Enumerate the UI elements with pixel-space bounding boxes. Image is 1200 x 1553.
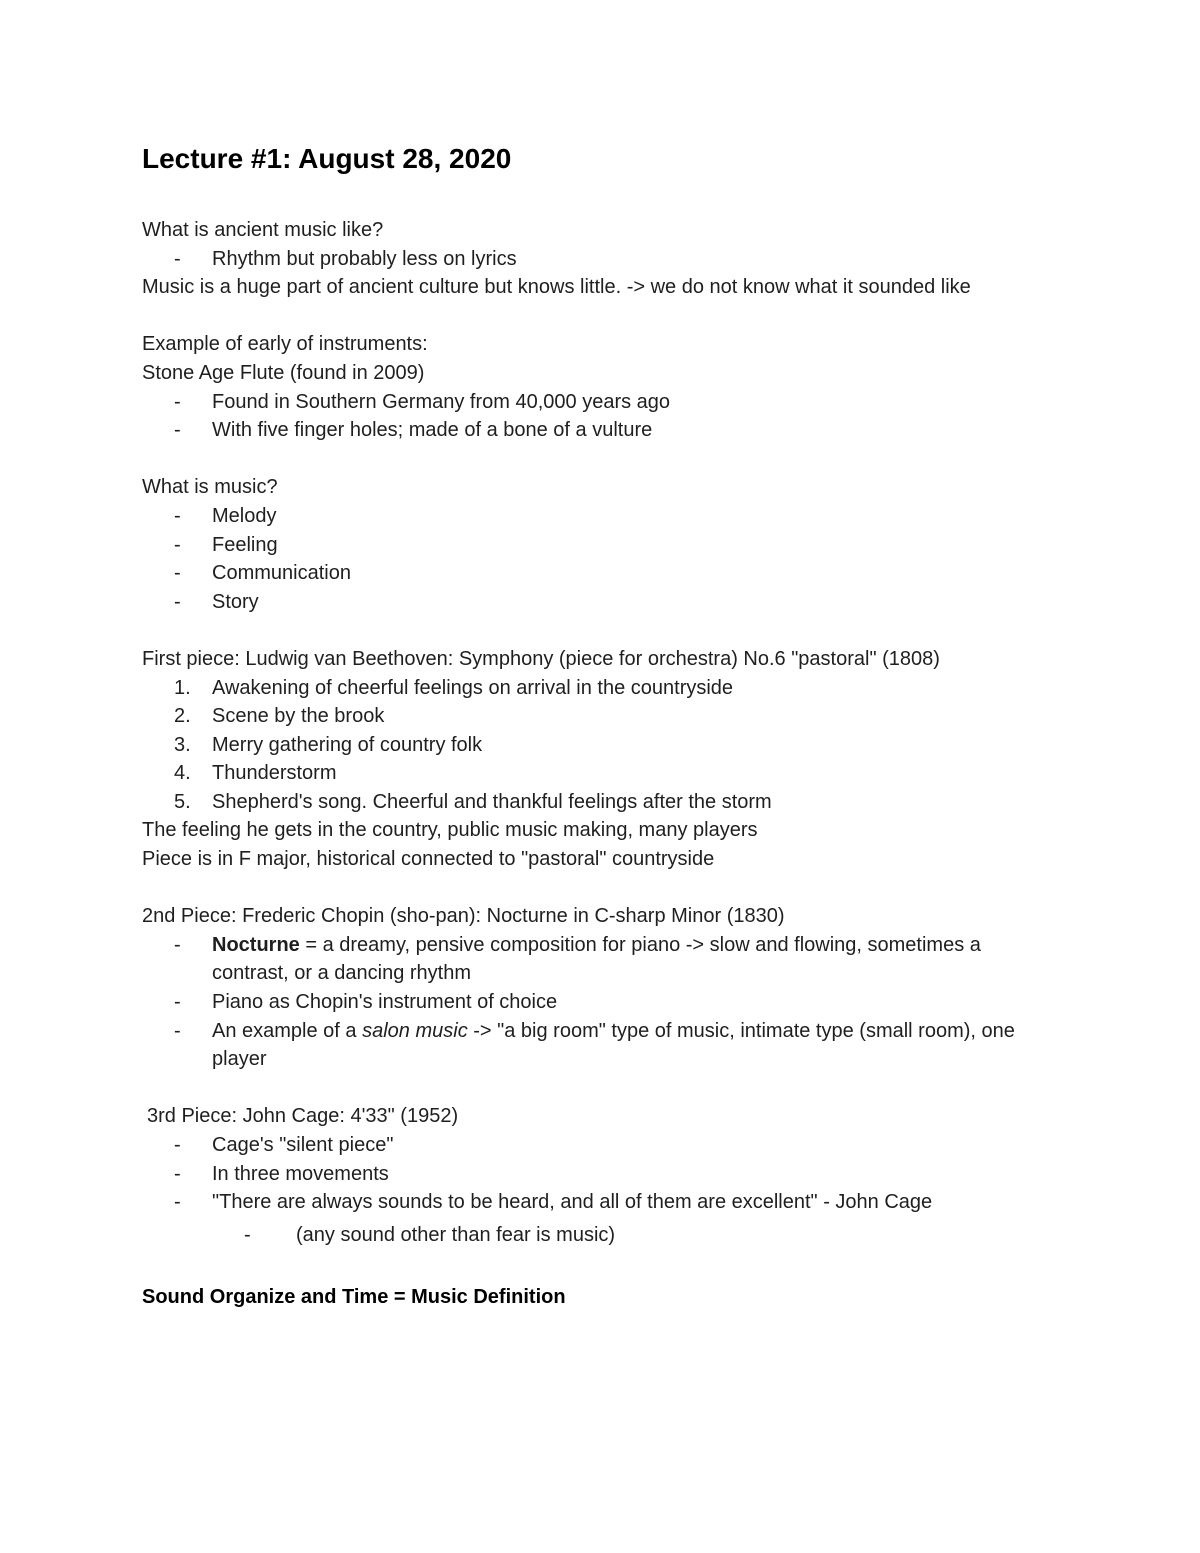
item-number: 3. xyxy=(174,733,191,756)
numbered-item-text: Scene by the brook xyxy=(212,705,385,728)
nocturne-definition: = a dreamy, pensive composition for piano -> slow and flowing, sometimes a contrast, or a dancing rhythm xyxy=(212,933,981,985)
list-item xyxy=(142,931,1062,988)
list-item-text: Cage's "silent piece" xyxy=(212,1134,394,1156)
list-item xyxy=(142,588,1062,617)
list-item xyxy=(142,1188,1062,1217)
bullet-dash: - xyxy=(244,1223,251,1246)
list-item xyxy=(142,245,1062,274)
list-item-text: Melody xyxy=(212,504,277,527)
bullet-dash: - xyxy=(174,1019,181,1042)
list-item xyxy=(142,1131,1062,1160)
section-heading-second-piece: 2nd Piece: Frederic Chopin (sho-pan): Nocturne in C-sharp Minor (1830) xyxy=(142,905,785,928)
list-item-text: Communication xyxy=(212,562,351,585)
body-line: Piece is in F major, historical connected to "pastoral" countryside xyxy=(142,848,715,871)
item-number: 2. xyxy=(174,705,191,728)
list-item-text: With five finger holes; made of a bone of a vulture xyxy=(212,419,653,442)
bullet-dash: - xyxy=(174,247,181,270)
numbered-item-text: Thunderstorm xyxy=(212,762,337,785)
bullet-dash: - xyxy=(174,1162,181,1185)
bullet-dash: - xyxy=(174,1134,181,1156)
sub-list-item xyxy=(142,1221,1062,1250)
item-number: 4. xyxy=(174,762,191,785)
section-heading-instruments: Example of early of instruments: xyxy=(142,333,428,356)
list-item-text: Found in Southern Germany from 40,000 years ago xyxy=(212,390,671,413)
list-item-text xyxy=(212,931,1062,988)
item-number: 1. xyxy=(174,676,191,699)
list-item xyxy=(142,988,1062,1017)
section-heading-first-piece: First piece: Ludwig van Beethoven: Symphony (piece for orchestra) No.6 "pastoral" (1808) xyxy=(142,647,940,670)
term-salon-music: salon music xyxy=(362,1019,468,1042)
list-item-text: Rhythm but probably less on lyrics xyxy=(212,247,517,270)
item-number: 5. xyxy=(174,790,191,813)
numbered-item xyxy=(142,788,1062,817)
bullet-dash: - xyxy=(174,1191,181,1214)
spacer xyxy=(142,302,1062,331)
list-item xyxy=(142,388,1062,417)
numbered-item-text: Merry gathering of country folk xyxy=(212,733,483,756)
bullet-dash: - xyxy=(174,590,181,613)
list-item xyxy=(142,1017,1062,1074)
bullet-dash: - xyxy=(174,991,181,1014)
numbered-item xyxy=(142,674,1062,703)
document-page xyxy=(142,142,1062,1312)
list-item-text xyxy=(212,1017,1062,1074)
bullet-dash: - xyxy=(174,390,181,413)
question-ancient-music: What is ancient music like? xyxy=(142,219,384,241)
list-item xyxy=(142,1160,1062,1189)
list-item xyxy=(142,416,1062,445)
question-what-is-music: What is music? xyxy=(142,476,278,499)
list-item xyxy=(142,502,1062,531)
text-fragment: -> "a big room" type of music, intimate type (small room), one player xyxy=(212,1019,1015,1071)
bullet-dash: - xyxy=(174,419,181,442)
list-item-text: Piano as Chopin's instrument of choice xyxy=(212,991,558,1014)
numbered-item xyxy=(142,702,1062,731)
numbered-item-text: Awakening of cheerful feelings on arrival in the countryside xyxy=(212,676,734,699)
list-item-text: In three movements xyxy=(212,1162,389,1185)
spacer xyxy=(142,616,1062,645)
body-line: Music is a huge part of ancient culture but knows little. -> we do not know what it sounded like xyxy=(142,276,971,299)
list-item xyxy=(142,531,1062,560)
spacer xyxy=(142,1074,1062,1103)
spacer xyxy=(142,445,1062,474)
numbered-item xyxy=(142,731,1062,760)
list-item-text: Story xyxy=(212,590,259,613)
sub-list-item-text: (any sound other than fear is music) xyxy=(296,1223,616,1246)
music-definition: Sound Organize and Time = Music Definition xyxy=(142,1286,566,1309)
text-fragment: An example of a xyxy=(212,1019,363,1042)
bullet-dash: - xyxy=(174,933,181,956)
body-line: The feeling he gets in the country, public music making, many players xyxy=(142,819,758,842)
numbered-item xyxy=(142,759,1062,788)
subheading-stone-age-flute: Stone Age Flute (found in 2009) xyxy=(142,361,425,384)
page-title: Lecture #1: August 28, 2020 xyxy=(142,143,512,174)
list-item xyxy=(142,559,1062,588)
spacer xyxy=(142,874,1062,903)
numbered-item-text: Shepherd's song. Cheerful and thankful feelings after the storm xyxy=(212,790,772,813)
bullet-dash: - xyxy=(174,533,181,556)
list-item-text: "There are always sounds to be heard, and all of them are excellent" - John Cage xyxy=(212,1191,933,1214)
section-heading-third-piece: 3rd Piece: John Cage: 4'33" (1952) xyxy=(147,1105,459,1128)
term-nocturne: Nocturne xyxy=(212,933,300,956)
bullet-dash: - xyxy=(174,504,181,527)
bullet-dash: - xyxy=(174,562,181,585)
list-item-text: Feeling xyxy=(212,533,278,556)
